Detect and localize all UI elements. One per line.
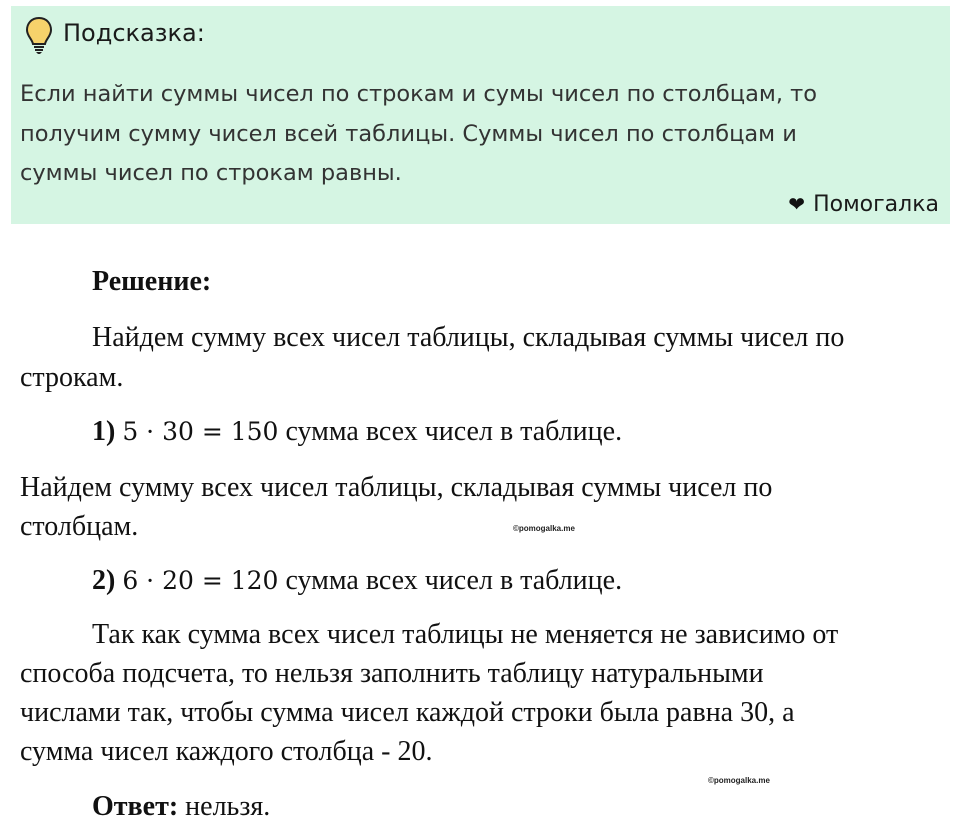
paragraph-line: числами так, чтобы сумма чисел каждой строки была равна 30, а [20, 697, 795, 728]
step-2 [92, 563, 622, 599]
step-text: сумма всех чисел в таблице. [285, 416, 623, 447]
paragraph-line: Найдем сумму всех чисел таблицы, складывая суммы чисел по [92, 322, 845, 353]
lightbulb-icon [25, 16, 53, 56]
heart-icon: ❤ [788, 192, 806, 216]
step-formula: 5 · 30 = 150 [122, 417, 279, 446]
answer [92, 789, 270, 825]
step-number: 2) [92, 565, 116, 596]
answer-text: нельзя. [185, 791, 271, 822]
step-formula: 6 · 20 = 120 [122, 566, 279, 595]
brand-label: Помогалка [813, 192, 939, 217]
step-number: 1) [92, 416, 116, 447]
watermark: ©pomogalka.me [513, 524, 575, 533]
paragraph-line: Так как сумма всех чисел таблицы не меняется не зависимо от [92, 619, 839, 650]
step-text: сумма всех чисел в таблице. [285, 565, 623, 596]
brand-link[interactable] [788, 189, 939, 220]
paragraph-line: способа подсчета, то нельзя заполнить таблицу натуральными [20, 658, 764, 689]
paragraph-line: столбцам. [20, 511, 139, 542]
answer-label: Ответ: [92, 791, 179, 822]
paragraph-line: сумма чисел каждого столбца - 20. [20, 736, 433, 767]
solution-heading: Решение: [92, 266, 212, 297]
hint-line: суммы чисел по строкам равны. [20, 160, 402, 186]
paragraph-line: Найдем сумму всех чисел таблицы, складывая суммы чисел по [20, 472, 773, 503]
hint-box [11, 6, 950, 224]
hint-text [20, 75, 940, 194]
hint-line: получим сумму чисел всей таблицы. Суммы чисел по столбцам и [20, 120, 797, 147]
hint-line: Если найти суммы чисел по строкам и сумы чисел по столбцам, то [20, 81, 818, 107]
watermark: ©pomogalka.me [708, 776, 770, 785]
hint-title: Подсказка: [63, 19, 205, 47]
paragraph-line: строкам. [20, 362, 124, 393]
step-1 [92, 414, 622, 450]
